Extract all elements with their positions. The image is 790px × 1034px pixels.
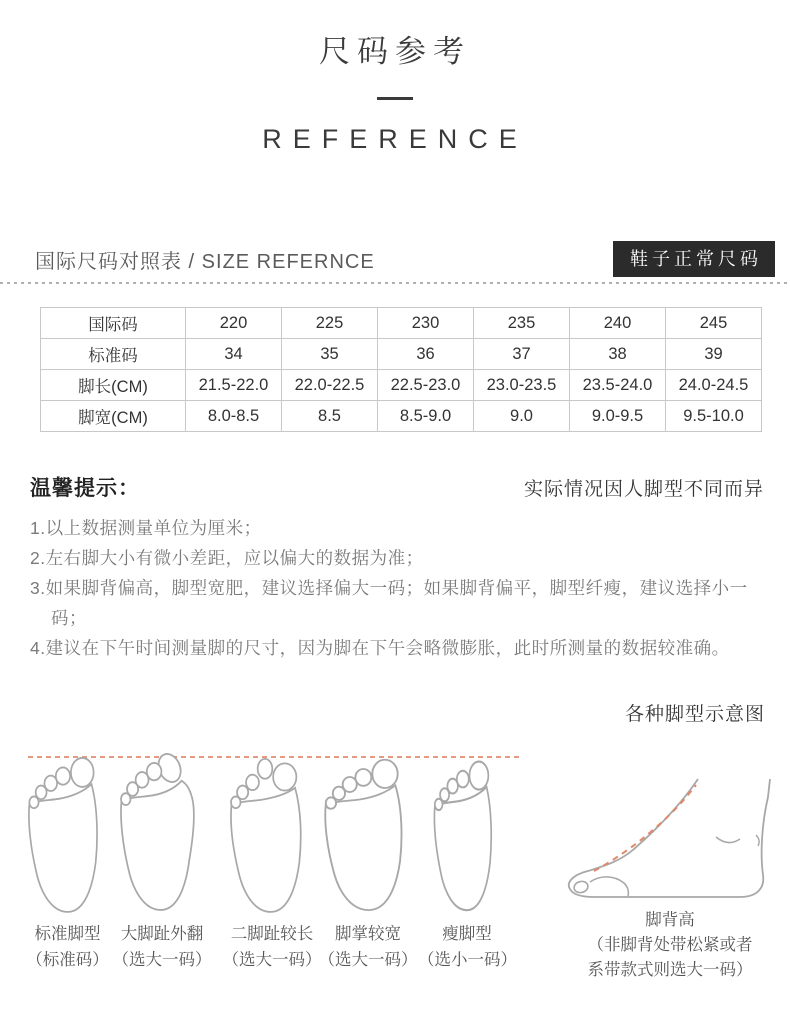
table-row <box>41 370 762 401</box>
foot-type-name: 二脚趾较长 <box>230 925 314 943</box>
foot-diagram-area <box>0 740 790 1000</box>
table-cell: 8.0-8.5 <box>186 401 282 432</box>
size-section-header <box>35 237 775 281</box>
foot-type-note: （标准码） <box>26 950 109 969</box>
foot-type-note: （非脚背处带松紧或者 <box>587 935 753 954</box>
foot-label-bunion <box>108 922 216 973</box>
table-row <box>41 339 762 370</box>
tips-item: 3.如果脚背偏高，脚型宽肥，建议选择偏大一码；如果脚背偏平，脚型纤瘦，建议选择小一码； <box>30 578 748 629</box>
foot-label-standard <box>20 922 115 973</box>
table-cell: 38 <box>570 339 666 370</box>
table-cell: 225 <box>282 308 378 339</box>
table-cell: 21.5-22.0 <box>186 370 282 401</box>
table-cell: 36 <box>378 339 474 370</box>
foot-wide-diagram <box>322 750 416 918</box>
table-cell: 9.0 <box>474 401 570 432</box>
foot-slim-diagram <box>432 752 502 918</box>
foot-label-long-second-toe <box>218 922 326 973</box>
tips-list <box>30 513 764 663</box>
foot-type-note: （选小一码） <box>418 950 517 969</box>
foot-long-second-toe-diagram <box>228 748 314 920</box>
foot-type-note: （选大一码） <box>222 950 322 969</box>
table-cell: 23.0-23.5 <box>474 370 570 401</box>
table-cell: 9.0-9.5 <box>570 401 666 432</box>
table-cell: 245 <box>666 308 762 339</box>
tips-title: 温馨提示： <box>30 477 140 500</box>
title-divider <box>377 97 413 100</box>
table-row <box>41 308 762 339</box>
foot-type-name: 大脚趾外翻 <box>120 925 204 943</box>
table-cell: 39 <box>666 339 762 370</box>
row-label: 标准码 <box>41 339 186 370</box>
table-cell: 230 <box>378 308 474 339</box>
table-cell: 22.5-23.0 <box>378 370 474 401</box>
table-cell: 235 <box>474 308 570 339</box>
table-cell: 240 <box>570 308 666 339</box>
normal-size-badge: 鞋子正常尺码 <box>613 241 775 277</box>
tips-header <box>30 472 764 502</box>
tips-item: 4.建议在下午时间测量脚的尺寸，因为脚在下午会略微膨胀，此时所测量的数据较准确。 <box>30 638 730 659</box>
foot-type-note: （选大一码） <box>318 950 418 969</box>
foot-diagram-heading: 各种脚型示意图 <box>624 704 765 725</box>
foot-type-name: 脚背高 <box>645 911 695 929</box>
page-header <box>0 26 790 155</box>
table-cell: 220 <box>186 308 282 339</box>
dotted-divider <box>0 282 790 284</box>
foot-type-name: 瘦脚型 <box>442 925 492 943</box>
tips-item: 1.以上数据测量单位为厘米； <box>30 518 262 538</box>
page-subtitle: REFERENCE <box>262 124 528 154</box>
foot-type-note: 系带款式则选大一码） <box>587 960 753 979</box>
table-cell: 9.5-10.0 <box>666 401 762 432</box>
foot-type-name: 脚掌较宽 <box>335 925 401 943</box>
row-label: 国际码 <box>41 308 186 339</box>
foot-type-note: （选大一码） <box>112 950 212 969</box>
table-row <box>41 401 762 432</box>
table-cell: 23.5-24.0 <box>570 370 666 401</box>
size-table <box>40 307 762 432</box>
table-cell: 8.5 <box>282 401 378 432</box>
table-cell: 8.5-9.0 <box>378 401 474 432</box>
table-cell: 37 <box>474 339 570 370</box>
tips-section <box>30 472 764 663</box>
foot-standard-diagram <box>26 748 110 920</box>
row-label: 脚宽(CM) <box>41 401 186 432</box>
foot-label-high-instep <box>570 908 770 982</box>
foot-label-wide <box>316 922 420 973</box>
foot-high-instep-diagram <box>560 775 785 907</box>
page-title: 尺码参考 <box>319 34 471 69</box>
tips-item: 2.左右脚大小有微小差距，应以偏大的数据为准； <box>30 548 424 569</box>
size-section-heading: 国际尺码对照表 / SIZE REFERNCE <box>35 250 375 273</box>
table-cell: 34 <box>186 339 282 370</box>
table-cell: 22.0-22.5 <box>282 370 378 401</box>
foot-type-name: 标准脚型 <box>34 925 101 943</box>
tips-right-note: 实际情况因人脚型不同而异 <box>523 479 764 500</box>
row-label: 脚长(CM) <box>41 370 186 401</box>
table-cell: 35 <box>282 339 378 370</box>
foot-label-slim <box>418 922 516 973</box>
table-cell: 24.0-24.5 <box>666 370 762 401</box>
foot-bunion-diagram <box>118 746 204 920</box>
